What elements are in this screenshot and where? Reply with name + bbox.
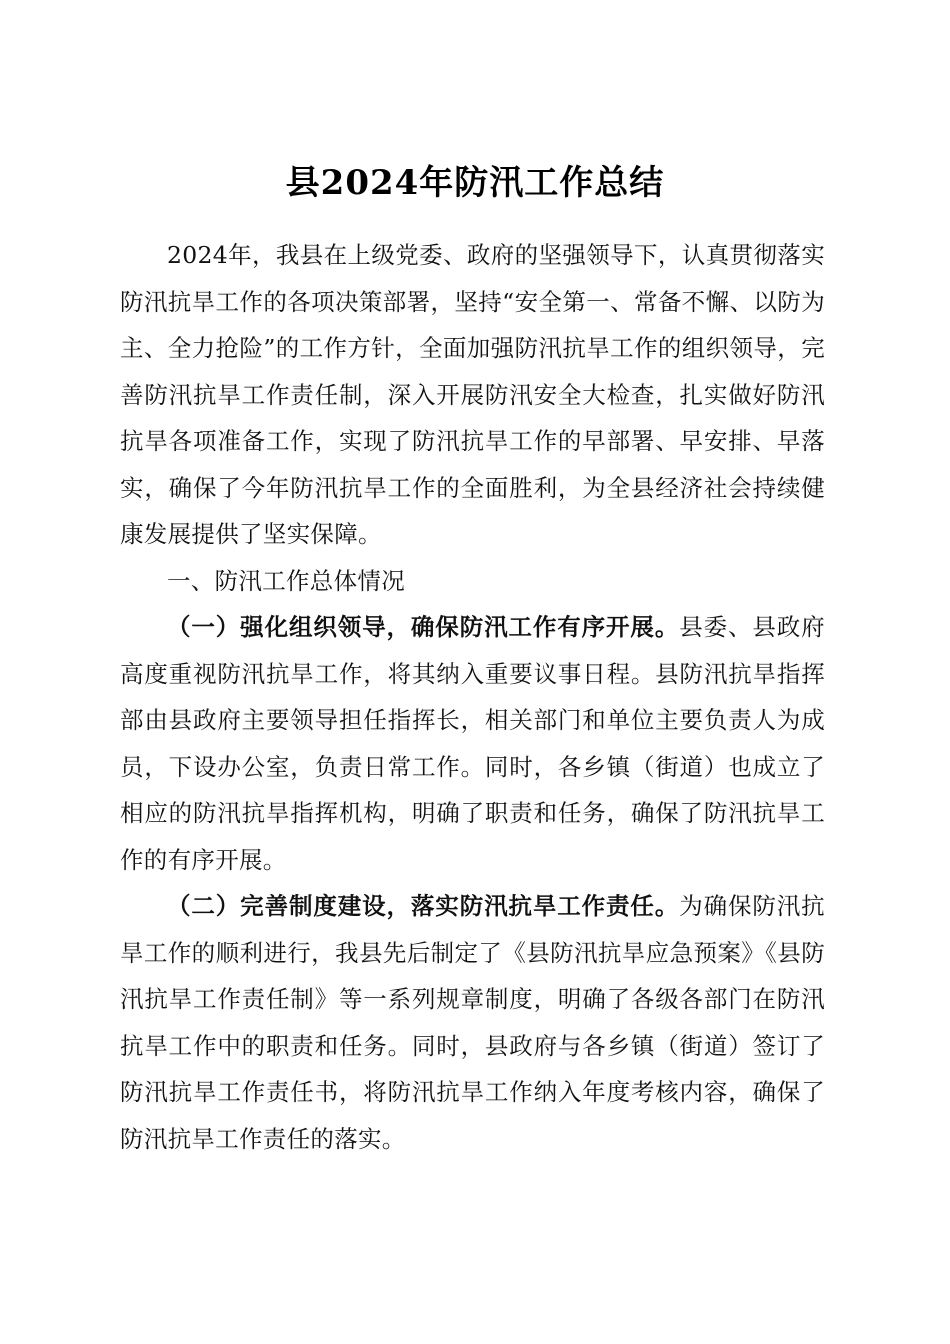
subsection-paragraph xyxy=(120,883,825,1162)
subsection-lead: （一）强化组织领导，确保防汛工作有序开展。 xyxy=(167,613,680,641)
intro-paragraph: 2024年，我县在上级党委、政府的坚强领导下，认真贯彻落实防汛抗旱工作的各项决策部署，坚持“安全第一、常备不懈、以防为主、全力抢险”的工作方针，全面加强防汛抗旱工作的组织领导，完善防汛抗旱工作责任制，深入开展防汛安全大检查，扎实做好防汛抗旱各项准备工作，实现了防汛抗旱工作的早部署、早安排、早落实，确保了今年防汛抗旱工作的全面胜利，为全县经济社会持续健康发展提供了坚实保障。 xyxy=(120,241,825,548)
section-heading: 一、防汛工作总体情况 xyxy=(167,566,405,595)
document-body xyxy=(120,232,825,1162)
subsection-text: 为确保防汛抗旱工作的顺利进行，我县先后制定了《县防汛抗旱应急预案》《县防汛抗旱工作责任制》等一系列规章制度，明确了各级各部门在防汛抗旱工作中的职责和任务。同时，县政府与各乡镇（街道）签订了防汛抗旱工作责任书，将防汛抗旱工作纳入年度考核内容，确保了防汛抗旱工作责任的落实。 xyxy=(120,892,825,1153)
subsection-paragraph xyxy=(120,604,825,883)
subsection-lead: （二）完善制度建设，落实防汛抗旱工作责任。 xyxy=(167,892,680,920)
document-title: 县2024年防汛工作总结 xyxy=(285,162,665,203)
subsection-text: 县委、县政府高度重视防汛抗旱工作，将其纳入重要议事日程。县防汛抗旱指挥部由县政府主要领导担任指挥长，相关部门和单位主要负责人为成员，下设办公室，负责日常工作。同时，各乡镇（街道）也成立了相应的防汛抗旱指挥机构，明确了职责和任务，确保了防汛抗旱工作的有序开展。 xyxy=(120,613,825,874)
